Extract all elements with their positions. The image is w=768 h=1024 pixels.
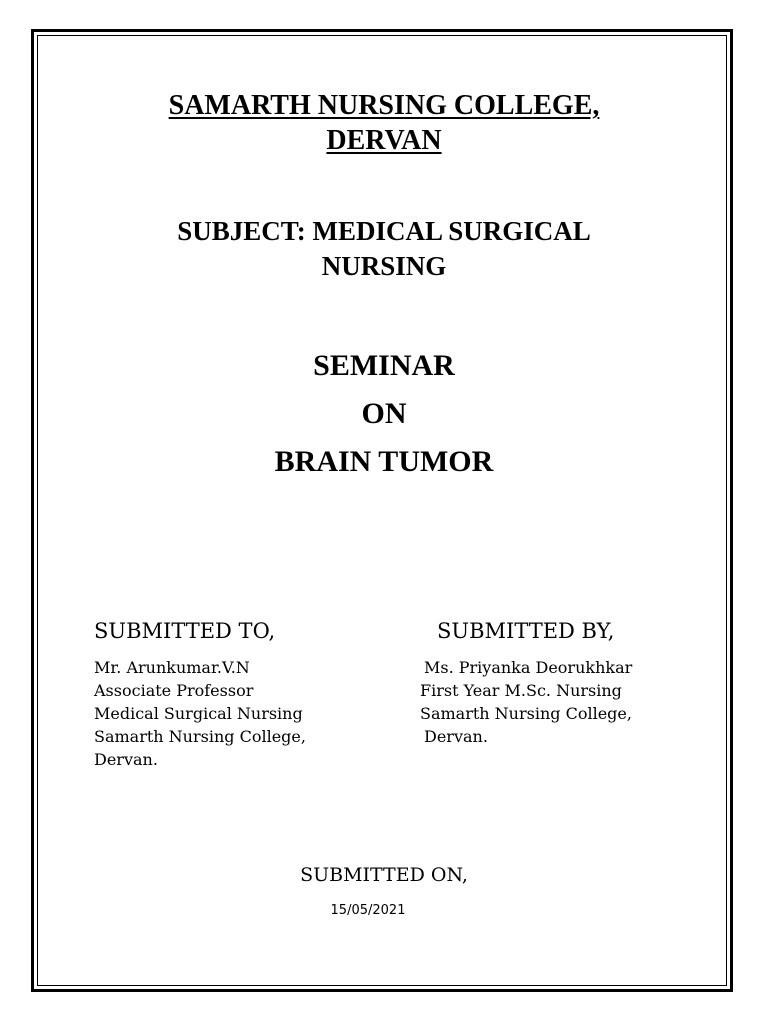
submitted-to-designation: Associate Professor <box>94 681 254 700</box>
submitted-to-department: Medical Surgical Nursing <box>94 704 303 723</box>
subject-title <box>100 214 668 284</box>
submitted-to-college: Samarth Nursing College, <box>94 727 306 746</box>
submitted-by-heading: SUBMITTED BY, <box>437 619 615 643</box>
submitted-to-place: Dervan. <box>94 750 158 769</box>
seminar-title-line1: SEMINAR <box>313 349 455 382</box>
submitted-to-heading: SUBMITTED TO, <box>94 619 276 643</box>
seminar-title-line3: BRAIN TUMOR <box>274 445 494 478</box>
submitted-by-details <box>420 656 632 748</box>
seminar-title-line2: ON <box>361 397 407 430</box>
submitted-by-name: Ms. Priyanka Deorukhkar <box>424 658 633 677</box>
submitted-by-course: First Year M.Sc. Nursing <box>420 681 622 700</box>
college-title-line1: SAMARTH NURSING COLLEGE, <box>168 90 600 121</box>
college-title <box>100 88 668 158</box>
seminar-title <box>100 342 668 486</box>
submitted-to-details <box>94 656 306 771</box>
subject-title-line1: SUBJECT: MEDICAL SURGICAL <box>177 216 591 246</box>
page-border-inner <box>37 35 727 986</box>
submitted-on-heading: SUBMITTED ON, <box>300 864 468 886</box>
submitted-by-place: Dervan. <box>424 727 488 746</box>
college-title-line2: DERVAN <box>326 125 442 156</box>
subject-title-line2: NURSING <box>321 251 447 281</box>
submitted-on-date: 15/05/2021 <box>330 903 406 918</box>
submitted-by-college: Samarth Nursing College, <box>420 704 632 723</box>
submitted-to-name: Mr. Arunkumar.V.N <box>94 658 250 677</box>
